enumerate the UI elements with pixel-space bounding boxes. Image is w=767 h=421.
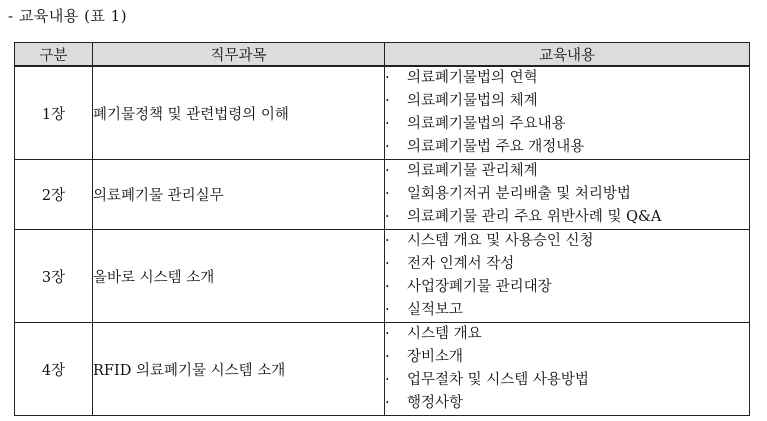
- section-cell: 2장: [15, 160, 93, 230]
- list-item: [385, 276, 749, 299]
- list-item-text: 의료폐기물 관리체계: [407, 163, 538, 179]
- table-header-row: [15, 43, 750, 67]
- bullet-icon: ·: [385, 93, 390, 109]
- bullet-icon: ·: [385, 116, 390, 132]
- content-list: [385, 230, 749, 322]
- bullet-icon: ·: [385, 349, 390, 365]
- list-item-text: 시스템 개요 및 사용승인 신청: [407, 233, 594, 249]
- bullet-icon: ·: [385, 233, 390, 249]
- list-item-text: 사업장폐기물 관리대장: [407, 279, 552, 295]
- section-cell: 4장: [15, 323, 93, 416]
- list-item-text: 일회용기저귀 분리배출 및 처리방법: [407, 186, 631, 202]
- header-subject: 직무과목: [93, 43, 385, 67]
- table-row: [15, 323, 750, 416]
- list-item-text: 의료폐기물법의 연혁: [407, 70, 538, 86]
- list-item: [385, 323, 749, 346]
- table-row: [15, 160, 750, 230]
- education-content-table: [14, 42, 750, 416]
- table-caption: - 교육내용 (표 1): [8, 7, 128, 25]
- list-item: [385, 299, 749, 322]
- table-row: [15, 66, 750, 160]
- list-item-text: 의료폐기물법 주요 개정내용: [407, 139, 585, 155]
- content-cell: [385, 230, 750, 323]
- content-cell: [385, 66, 750, 160]
- list-item-text: 실적보고: [407, 302, 464, 318]
- list-item-text: 업무절차 및 시스템 사용방법: [407, 372, 589, 388]
- bullet-icon: ·: [385, 163, 390, 179]
- list-item: [385, 253, 749, 276]
- subject-cell: RFID 의료폐기물 시스템 소개: [93, 323, 385, 416]
- subject-cell: 의료폐기물 관리실무: [93, 160, 385, 230]
- bullet-icon: ·: [385, 139, 390, 155]
- bullet-icon: ·: [385, 326, 390, 342]
- header-content: 교육내용: [385, 43, 750, 67]
- list-item: [385, 136, 749, 159]
- list-item: [385, 183, 749, 206]
- table-row: [15, 230, 750, 323]
- bullet-icon: ·: [385, 372, 390, 388]
- bullet-icon: ·: [385, 186, 390, 202]
- list-item-text: 의료폐기물 관리 주요 위반사례 및 Q&A: [407, 209, 662, 225]
- list-item: [385, 369, 749, 392]
- content-list: [385, 160, 749, 229]
- list-item-text: 행정사항: [407, 395, 464, 411]
- list-item-text: 전자 인계서 작성: [407, 256, 515, 272]
- bullet-icon: ·: [385, 256, 390, 272]
- subject-cell: 올바로 시스템 소개: [93, 230, 385, 323]
- list-item: [385, 113, 749, 136]
- list-item-text: 의료폐기물법의 체계: [407, 93, 538, 109]
- content-cell: [385, 323, 750, 416]
- list-item: [385, 160, 749, 183]
- content-list: [385, 67, 749, 159]
- list-item: [385, 346, 749, 369]
- content-cell: [385, 160, 750, 230]
- bullet-icon: ·: [385, 209, 390, 225]
- section-cell: 1장: [15, 66, 93, 160]
- list-item: [385, 67, 749, 90]
- bullet-icon: ·: [385, 395, 390, 411]
- list-item-text: 의료폐기물법의 주요내용: [407, 116, 566, 132]
- list-item-text: 장비소개: [407, 349, 464, 365]
- list-item: [385, 206, 749, 229]
- bullet-icon: ·: [385, 70, 390, 86]
- list-item: [385, 230, 749, 253]
- bullet-icon: ·: [385, 279, 390, 295]
- list-item: [385, 90, 749, 113]
- header-section: 구분: [15, 43, 93, 67]
- bullet-icon: ·: [385, 302, 390, 318]
- list-item-text: 시스템 개요: [407, 326, 482, 342]
- content-list: [385, 323, 749, 415]
- list-item: [385, 392, 749, 415]
- section-cell: 3장: [15, 230, 93, 323]
- subject-cell: 폐기물정책 및 관련법령의 이해: [93, 66, 385, 160]
